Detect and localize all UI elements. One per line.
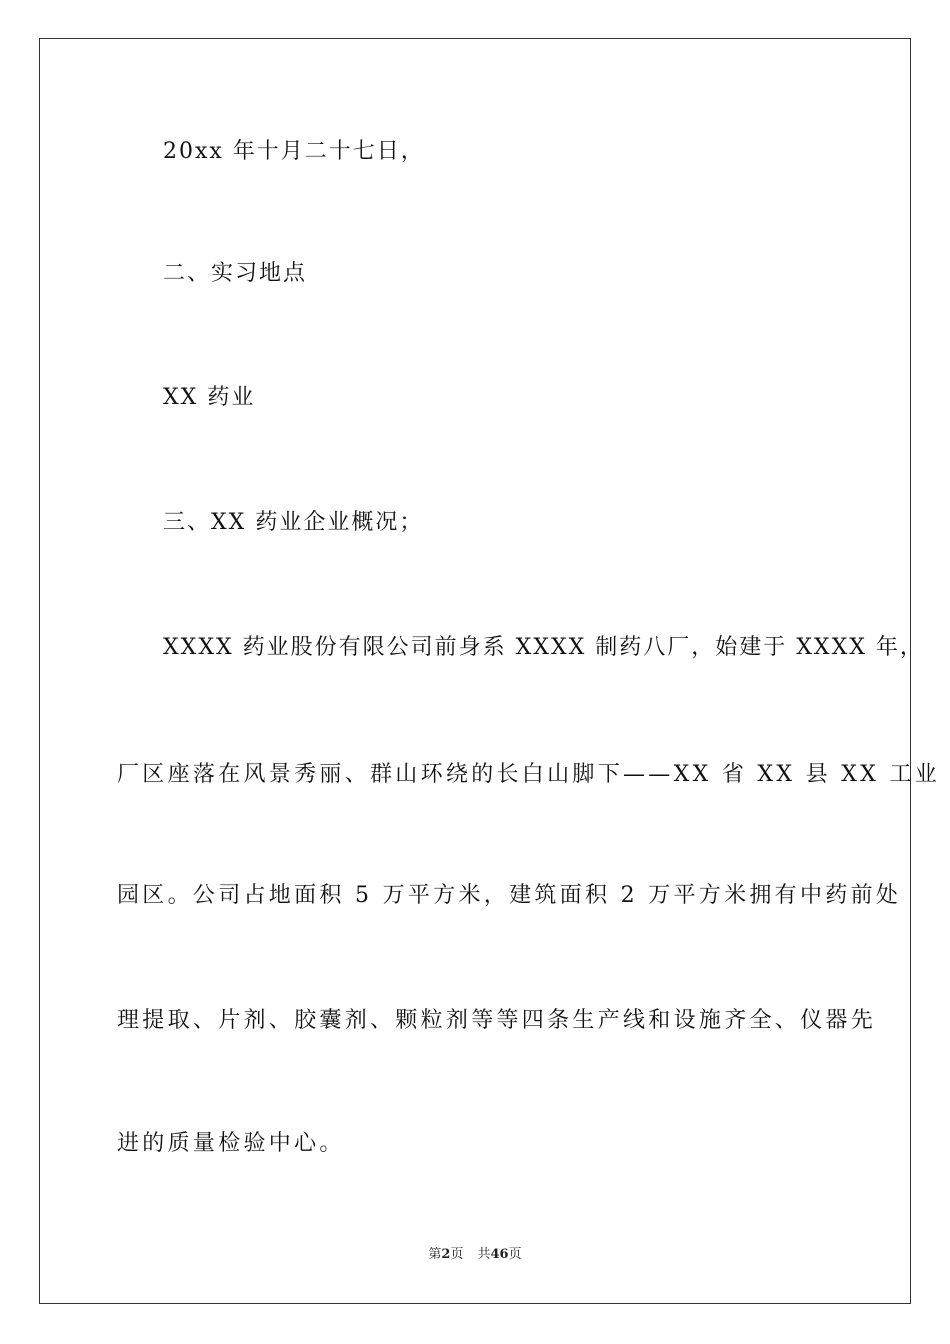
page-border xyxy=(39,38,911,1304)
paragraph-location: XX 药业 xyxy=(163,385,256,410)
total-pages: 46 xyxy=(490,1247,509,1262)
heading-internship-location: 二、实习地点 xyxy=(163,261,308,286)
paragraph-overview-line-5: 进的质量检验中心。 xyxy=(117,1131,345,1156)
paragraph-overview-line-3: 园区。公司占地面积 5 万平方米，建筑面积 2 万平方米拥有中药前处 xyxy=(117,883,902,908)
total-prefix: 共 xyxy=(477,1247,491,1262)
paragraph-overview-line-1: XXXX 药业股份有限公司前身系 XXXX 制药八厂，始建于 XXXX 年， xyxy=(163,635,924,660)
paragraph-overview-line-4: 理提取、片剂、胶囊剂、颗粒剂等等四条生产线和设施齐全、仪器先 xyxy=(117,1008,877,1033)
paragraph-date: 20xx 年十月二十七日， xyxy=(163,139,425,164)
paragraph-overview-line-2: 厂区座落在风景秀丽、群山环绕的长白山脚下——XX 省 XX 县 XX 工业 xyxy=(117,762,941,787)
page-prefix: 第 xyxy=(428,1247,442,1262)
page-suffix: 页 xyxy=(450,1247,464,1262)
page-footer xyxy=(0,1246,950,1264)
heading-company-overview: 三、XX 药业企业概况； xyxy=(163,510,424,535)
page-number: 2 xyxy=(441,1247,451,1262)
total-suffix: 页 xyxy=(508,1247,522,1262)
